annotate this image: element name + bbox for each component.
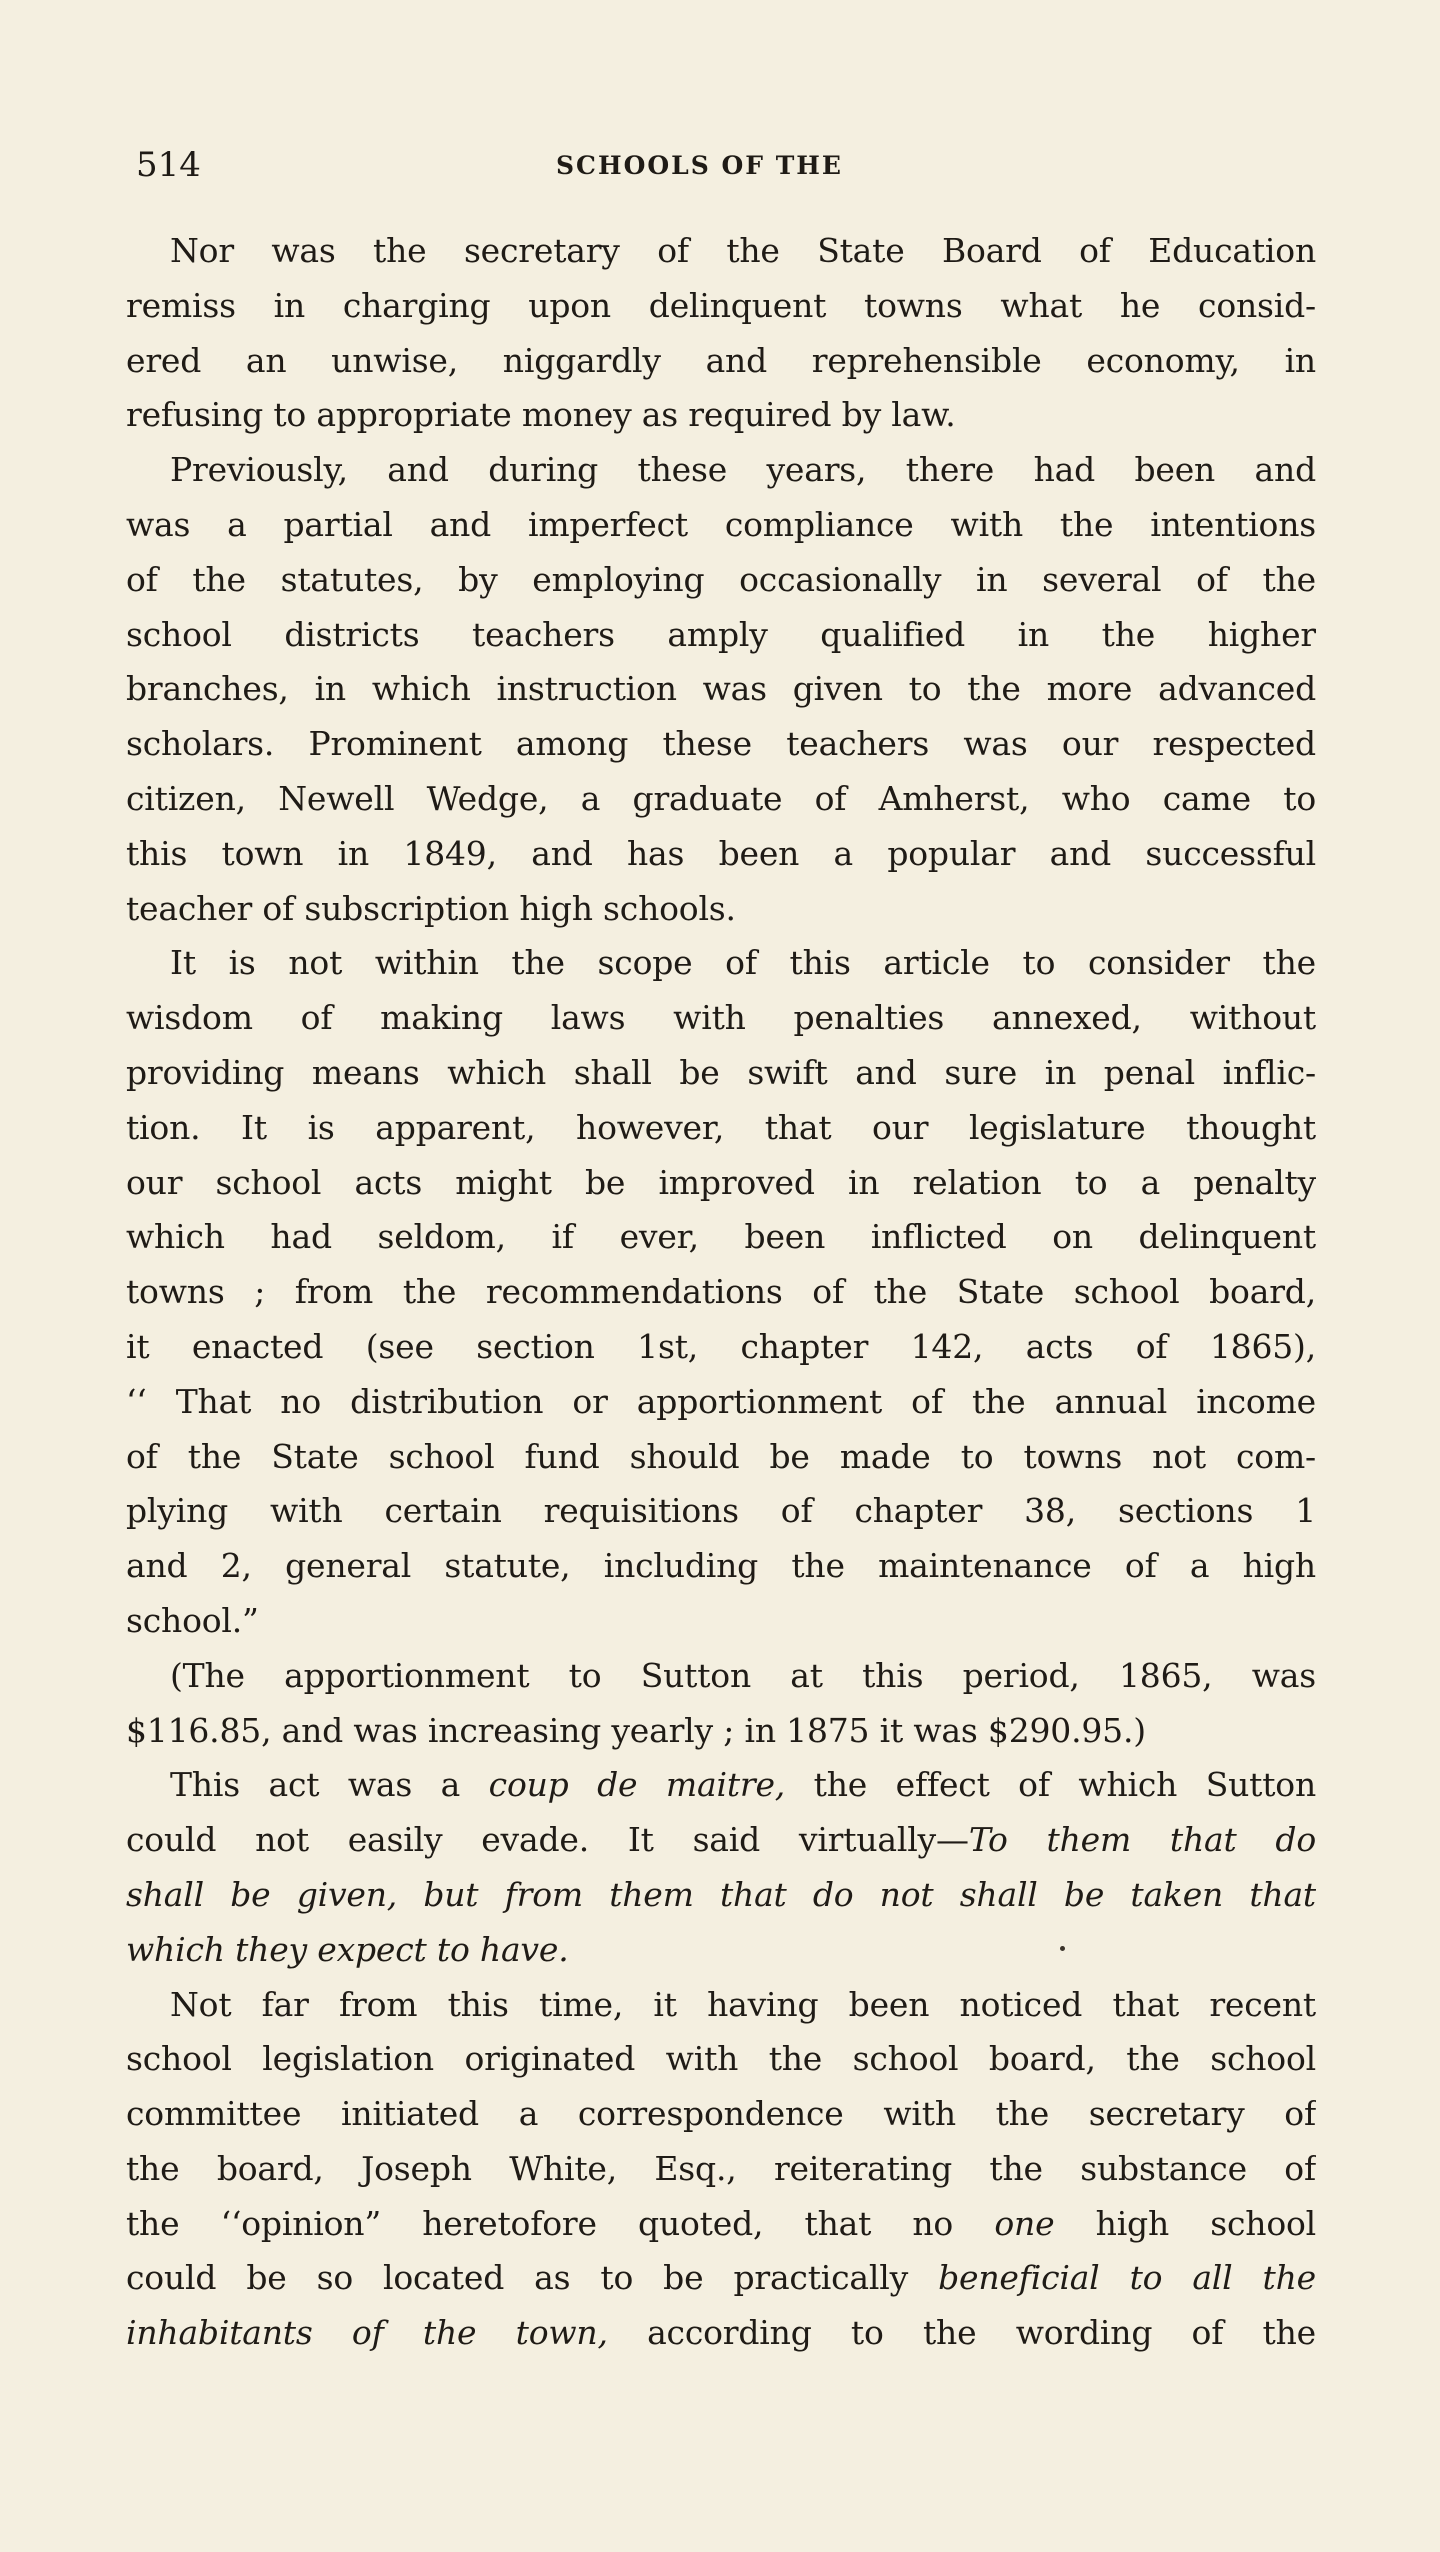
text-line: our school acts might be improved in relation to a penalty <box>126 1162 1316 1202</box>
text-line: It is not within the scope of this article to consider the <box>170 943 1316 983</box>
text-line: and 2, general statute, including the maintenance of a high <box>126 1546 1316 1586</box>
text-line: towns ; from the recommendations of the State school board, <box>126 1272 1316 1312</box>
text-line: (The apportionment to Sutton at this period, 1865, was <box>170 1655 1316 1695</box>
text-line: could not easily evade. It said virtually—To them that do <box>126 1820 1316 1860</box>
text-line: tion. It is apparent, however, that our legislature thought <box>126 1107 1316 1147</box>
text-line: of the State school fund should be made to towns not com- <box>126 1436 1316 1476</box>
text-line: inhabitants of the town, according to the wording of the <box>126 2313 1316 2353</box>
text-line: scholars. Prominent among these teachers was our respected <box>126 724 1316 764</box>
page-number: 514 <box>136 145 201 185</box>
text-line: ered an unwise, niggardly and reprehensible economy, in <box>126 340 1316 380</box>
text-line: was a partial and imperfect compliance with the intentions <box>126 504 1316 544</box>
text-line: which had seldom, if ever, been inflicted on delinquent <box>126 1217 1316 1257</box>
text-line: wisdom of making laws with penalties annexed, without <box>126 998 1316 1038</box>
text-line: Nor was the secretary of the State Board of Education <box>170 231 1316 270</box>
text-line: branches, in which instruction was given to the more advanced <box>126 669 1316 709</box>
text-line: school districts teachers amply qualified in the higher <box>126 614 1316 654</box>
text-line: Not far from this time, it having been noticed that recent <box>170 1984 1316 2024</box>
body-text <box>126 224 1316 2484</box>
text-line: citizen, Newell Wedge, a graduate of Amherst, who came to <box>126 778 1316 818</box>
text-line: refusing to appropriate money as required by law. <box>126 395 956 435</box>
text-line: of the statutes, by employing occasionally in several of the <box>126 559 1316 599</box>
text-line: $116.85, and was increasing yearly ; in 1875 it was $290.95.) <box>126 1710 1146 1750</box>
print-speck <box>1060 1946 1065 1951</box>
text-line: could be so located as to be practically beneficial to all the <box>126 2258 1316 2298</box>
text-line: Previously, and during these years, there had been and <box>170 450 1316 490</box>
text-line: which they expect to have. <box>126 1929 569 1969</box>
text-line: providing means which shall be swift and sure in penal inflic- <box>126 1052 1316 1092</box>
text-line: This act was a coup de maitre, the effect of which Sutton <box>170 1765 1316 1805</box>
running-head <box>136 140 1316 190</box>
text-line: the board, Joseph White, Esq., reiterating the substance of <box>126 2148 1316 2188</box>
running-title: SCHOOLS OF THE <box>556 151 843 180</box>
text-line: remiss in charging upon delinquent towns what he consid- <box>126 285 1316 325</box>
text-line: the ‘‘opinion” heretofore quoted, that no one high school <box>126 2203 1316 2243</box>
text-line: teacher of subscription high schools. <box>126 888 736 928</box>
text-line: school legislation originated with the school board, the school <box>126 2039 1316 2079</box>
text-line: committee initiated a correspondence with the secretary of <box>126 2094 1316 2134</box>
text-line: ‘‘ That no distribution or apportionment of the annual income <box>126 1381 1316 1421</box>
text-line: shall be given, but from them that do not shall be taken that <box>126 1874 1316 1914</box>
text-line: it enacted (see section 1st, chapter 142, acts of 1865), <box>126 1326 1316 1366</box>
text-line: plying with certain requisitions of chapter 38, sections 1 <box>126 1491 1316 1531</box>
text-line: this town in 1849, and has been a popular and successful <box>126 833 1316 873</box>
text-line: school.” <box>126 1600 259 1640</box>
